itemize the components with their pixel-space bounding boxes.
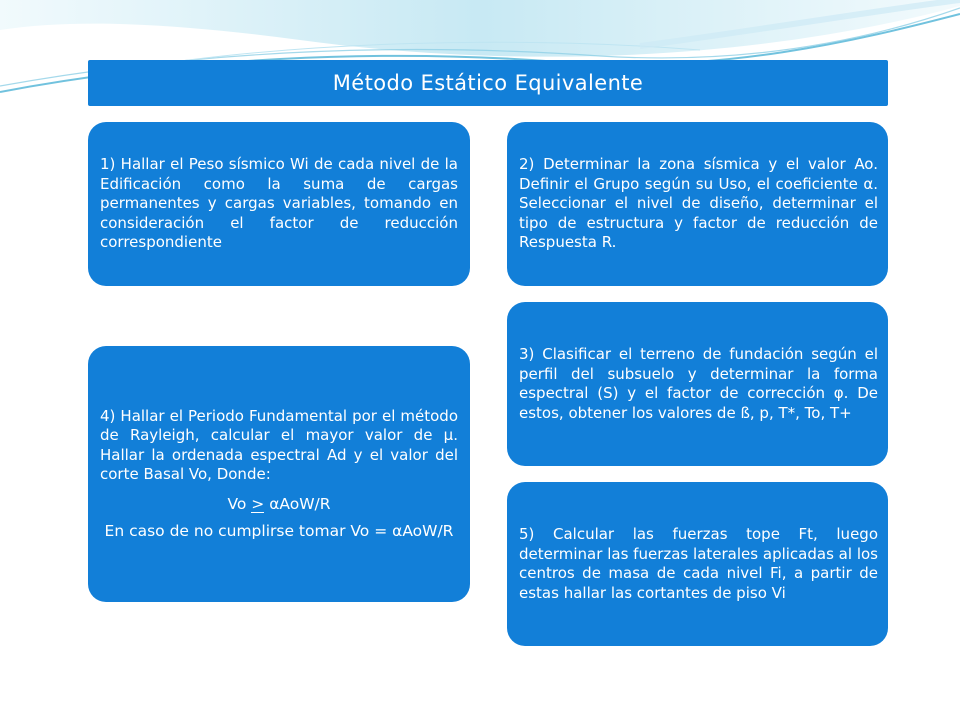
- step-2-text: 2) Determinar la zona sísmica y el valor Ao. Definir el Grupo según su Uso, el coeficiente α. Seleccionar el nivel de diseño, determinar el tipo de estructura y factor de reducción de Respuesta R.: [519, 155, 878, 252]
- step-3-text: 3) Clasificar el terreno de fundación según el perfil del subsuelo y determinar la forma espectral (S) y el factor de corrección φ. De estos, obtener los valores de ß, p, T*, To, T+: [519, 345, 878, 422]
- formula-left: Vo: [227, 494, 247, 513]
- greater-equal-sign: >: [251, 494, 265, 513]
- step-5-text: 5) Calcular las fuerzas tope Ft, luego determinar las fuerzas laterales aplicadas al los centros de masa de cada nivel Fi, a partir de estas hallar las cortantes de piso Vi: [519, 525, 878, 602]
- diagram-title: [88, 60, 888, 106]
- step-3-box: [507, 302, 888, 466]
- step-1-box: [88, 122, 470, 286]
- step-1-text: 1) Hallar el Peso sísmico Wi de cada nivel de la Edificación como la suma de cargas permanentes y cargas variables, tomando en consideración el factor de reducción correspondiente: [100, 155, 458, 252]
- step-4-box: [88, 346, 470, 602]
- base-shear-formula: [100, 495, 458, 515]
- step-5-box: [507, 482, 888, 646]
- step-4-text: 4) Hallar el Periodo Fundamental por el método de Rayleigh, calcular el mayor valor de μ. Hallar la ordenada espectral Ad y el valor del corte Basal Vo, Donde:: [100, 406, 458, 483]
- title-text: Método Estático Equivalente: [332, 71, 644, 95]
- step-2-box: [507, 122, 888, 286]
- step-4-note: En caso de no cumplirse tomar Vo = αAoW/R: [104, 522, 454, 540]
- formula-right: αAoW/R: [269, 494, 331, 513]
